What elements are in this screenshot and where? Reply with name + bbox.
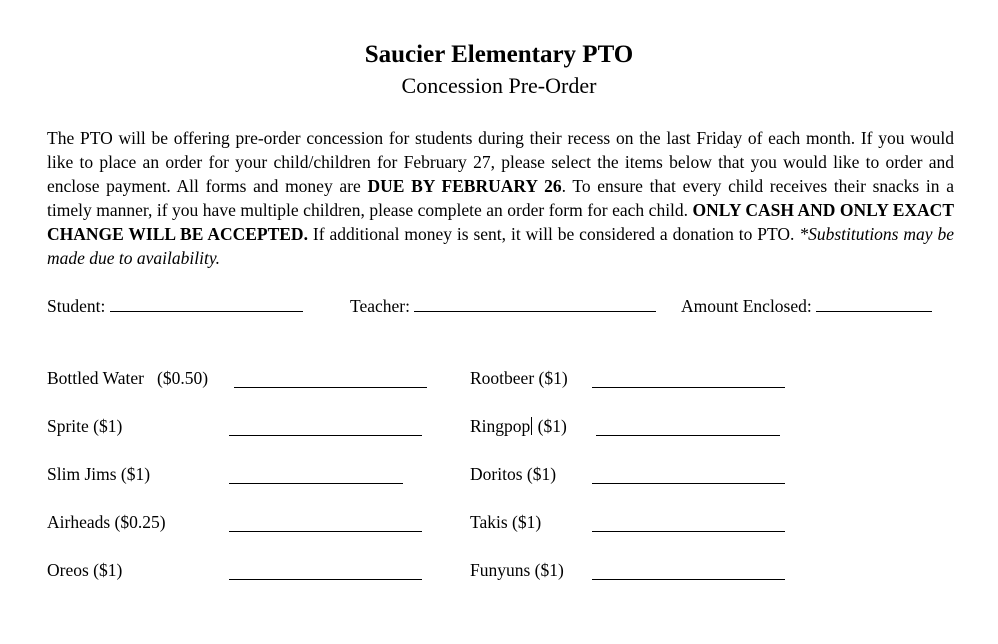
teacher-label: Teacher: bbox=[350, 296, 410, 316]
item-ringpop-price: ($1) bbox=[533, 416, 567, 436]
intro-text-2: . To ensure that every child receives their snacks in a timely manner, if you have multiple children, please complete an order form for each child. bbox=[47, 176, 955, 220]
form-title: Saucier Elementary PTO bbox=[364, 41, 634, 68]
item-ringpop-label: Ringpop bbox=[470, 416, 531, 436]
due-date-notice: DUE BY FEBRUARY 26 bbox=[367, 176, 562, 196]
amount-field bbox=[681, 295, 932, 317]
cash-only-notice: ONLY CASH AND ONLY EXACT CHANGE WILL BE ACCEPTED. bbox=[47, 200, 954, 244]
item-airheads: Airheads ($0.25) bbox=[47, 512, 166, 532]
amount-blank[interactable] bbox=[816, 295, 932, 312]
substitution-note: *Substitutions may be made due to availability. bbox=[47, 224, 955, 268]
item-takis: Takis ($1) bbox=[470, 512, 542, 532]
item-slim-jims-blank[interactable] bbox=[229, 482, 403, 484]
item-ringpop-blank[interactable] bbox=[596, 434, 780, 436]
item-bottled-water: Bottled Water ($0.50) bbox=[47, 368, 209, 388]
item-sprite-blank[interactable] bbox=[229, 434, 422, 436]
item-rootbeer-blank[interactable] bbox=[592, 386, 785, 388]
amount-label: Amount Enclosed: bbox=[681, 296, 812, 316]
item-doritos: Doritos ($1) bbox=[470, 464, 557, 484]
intro-text-3: If additional money is sent, it will be considered a donation to PTO. bbox=[307, 224, 800, 244]
item-oreos-blank[interactable] bbox=[229, 578, 422, 580]
teacher-blank[interactable] bbox=[414, 295, 656, 312]
item-funyuns: Funyuns ($1) bbox=[470, 560, 564, 580]
intro-text-1: The PTO will be offering pre-order concession for students during their recess on the last Friday of each month. If you would like to place an order for your child/children for February 27, please select the items below that you would like to order and enclose payment. All forms and money are bbox=[47, 128, 954, 196]
item-takis-blank[interactable] bbox=[592, 530, 785, 532]
student-field bbox=[47, 295, 303, 317]
item-sprite: Sprite ($1) bbox=[47, 416, 123, 436]
item-ringpop bbox=[470, 415, 567, 437]
form-subtitle: Concession Pre-Order bbox=[401, 73, 597, 98]
student-blank[interactable] bbox=[110, 295, 303, 312]
item-oreos: Oreos ($1) bbox=[47, 560, 123, 580]
item-funyuns-blank[interactable] bbox=[592, 578, 785, 580]
item-bottled-water-blank[interactable] bbox=[234, 386, 427, 388]
item-airheads-blank[interactable] bbox=[229, 530, 422, 532]
item-slim-jims: Slim Jims ($1) bbox=[47, 464, 151, 484]
item-doritos-blank[interactable] bbox=[592, 482, 785, 484]
intro-paragraph bbox=[47, 126, 954, 270]
item-rootbeer: Rootbeer ($1) bbox=[470, 368, 568, 388]
student-label: Student: bbox=[47, 296, 106, 316]
teacher-field bbox=[350, 295, 656, 317]
